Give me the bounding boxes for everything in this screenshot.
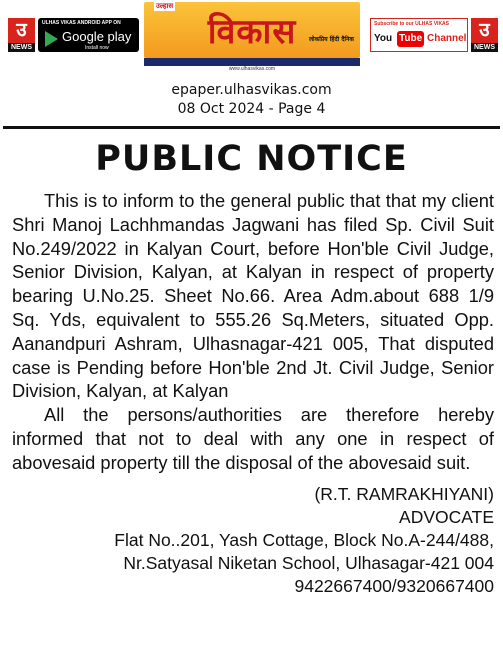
newspaper-site: www.ulhasvikas.com — [228, 66, 276, 72]
app-install-caption: Install now — [85, 45, 109, 51]
app-store-caption: ULHAS VIKAS ANDROID APP ON — [42, 20, 121, 26]
notice-heading: PUBLIC NOTICE — [95, 139, 408, 179]
signatory-designation: ADVOCATE — [399, 506, 494, 527]
logo-glyph: उ — [16, 19, 27, 41]
youtube-icon: Tube — [397, 31, 424, 47]
youtube-channel-label: Channel — [427, 33, 467, 44]
epaper-site: epaper.ulhasvikas.com — [171, 82, 332, 98]
app-store-name: Google play — [62, 29, 132, 44]
signatory-name: (R.T. RAMRAKHIYANI) — [314, 483, 494, 504]
logo-news-label: NEWS — [8, 43, 35, 52]
app-promo — [8, 18, 139, 52]
youtube-caption: Subscribe to our ULHAS VIKAS — [374, 21, 450, 27]
public-notice — [3, 126, 500, 660]
play-store-icon — [45, 31, 58, 47]
title-banner — [144, 2, 360, 58]
signatory-phone: 9422667400/9320667400 — [294, 575, 494, 596]
signatory-address-2: Nr.Satyasal Niketan School, Ulhasagar-421 004 — [123, 552, 494, 573]
youtube-promo — [370, 18, 498, 52]
title-info-bar — [144, 58, 360, 66]
newspaper-name: विकास — [207, 12, 297, 52]
newspaper-title — [142, 0, 362, 74]
newspaper-masthead — [0, 0, 503, 76]
notice-paragraph-1: This is to inform to the general public that that my client Shri Manoj Lachhmandas Jagwani has filed Sp. Civil Suit No.249/2022 in Kalyan Court, before Hon'ble Civil Judge, Senior Division, Kalyan, at Kalyan in respect of property bearing U.No.25. Sheet No.66. Area Adm.about 688 1/9 Sq. Yds, equivalent to 555.26 Sq.Meters, situated Opp. Aanandpuri Ashram, Ulhasnagar-421 005, That disputed case is Pending before Hon'ble 2nd Jt. Civil Judge, Senior Division, Kalyan, at Kalyan — [12, 190, 494, 402]
notice-paragraph-2: All the persons/authorities are therefore hereby informed that not to deal with any one in respect of abovesaid property till the disposal of the abovesaid suit. — [12, 404, 494, 473]
ulhas-news-logo-right — [471, 18, 498, 52]
ulhas-news-logo — [8, 18, 35, 52]
youtube-you: You — [374, 33, 393, 44]
epaper-date-page: 08 Oct 2024 - Page 4 — [177, 101, 326, 117]
notice-signature — [12, 483, 494, 598]
title-kicker: उल्हास — [156, 2, 174, 10]
newspaper-tagline: लोकप्रिय हिंदी दैनिक — [308, 36, 354, 43]
logo-glyph-right: उ — [479, 19, 490, 41]
notice-body — [12, 189, 494, 598]
google-play-badge[interactable] — [38, 18, 139, 52]
youtube-channel-banner[interactable] — [370, 18, 468, 52]
logo-news-label-right: NEWS — [471, 43, 498, 52]
epaper-source — [0, 81, 503, 119]
signatory-address-1: Flat No..201, Yash Cottage, Block No.A-244/488, — [114, 529, 494, 550]
